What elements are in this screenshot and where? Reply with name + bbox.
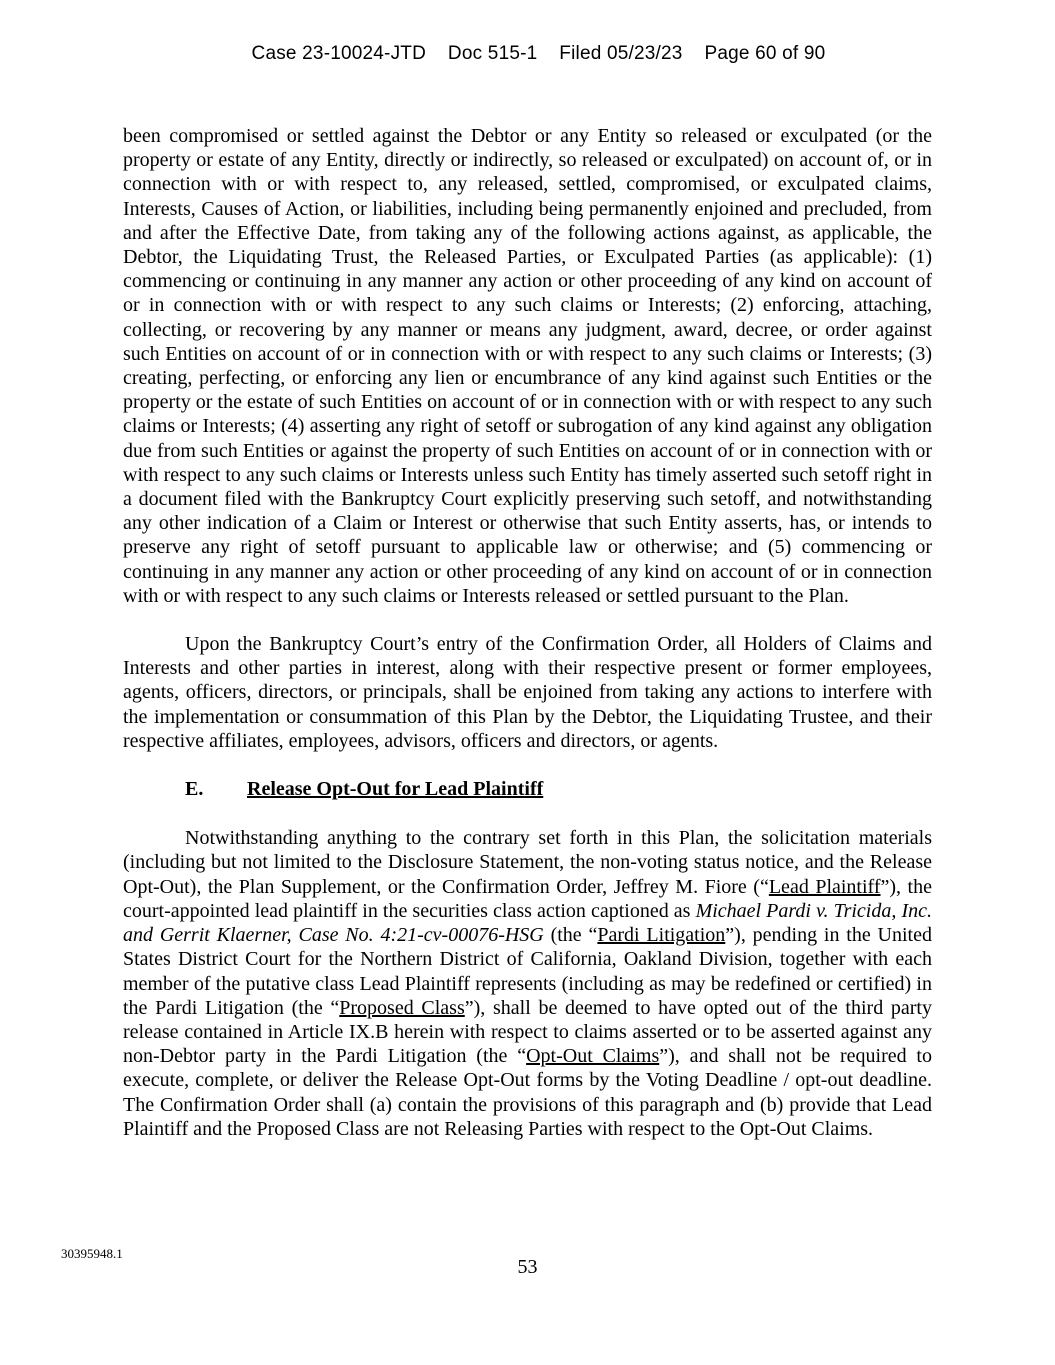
page-number: 53	[517, 1256, 538, 1278]
document-control-number: 30395948.1	[61, 1246, 123, 1261]
text-segment: ”), and shall not be required to execute, complete, or deliver the Release Opt-Out forms by the Voting Deadline / opt-out deadline. The Confirmation Order shall (a) contain the provisions of this paragraph and (b) provide that Lead Plaintiff and the Proposed Class are not Releasing Parties with respect to the Opt-Out Claims.	[123, 1045, 932, 1140]
defined-term-lead-plaintiff: Lead Plaintiff	[768, 875, 881, 898]
defined-term-pardi-litigation: Pardi Litigation	[597, 924, 726, 947]
text-segment: ”), pending in the United States District Court for the Northern District of California, Oakland Division, together with each member of the putative class Lead Plaintiff represents (including as may be redefined or certified) in the Pardi Litigation (the “	[123, 924, 932, 1019]
text-segment: ”), the court-appointed lead plaintiff in the securities class action captioned as	[123, 875, 932, 922]
case-header	[0, 21, 1055, 87]
paragraph-release-injunction-continued: been compromised or settled against the Debtor or any Entity so released or exculpated (or the property or estate of any Entity, directly or indirectly, so released or exculpated) on account of, or in connection with or with respect to, any released, settled, compromised, or exculpated claims, Interests, Causes of Action, or liabilities, including being permanently enjoined and precluded, from and after the Effective Date, from taking any of the following actions against, as applicable, the Debtor, the Liquidating Trust, the Released Parties, or Exculpated Parties (as applicable): (1) commencing or continuing in any manner any action or other proceeding of any kind on account of or in connection with or with respect to any such claims or Interests; (2) enforcing, attaching, collecting, or recovering by any manner or means any judgment, award, decree, or order against such Entities on account of or in connection with or with respect to any such claims or Interests; (3) creating, perfecting, or enforcing any lien or encumbrance of any kind against such Entities or the property or the estate of such Entities on account of or in connection with or with respect to any such claims or Interests; (4) asserting any right of setoff or subrogation of any kind against any obligation due from such Entities or against the property of such Entities on account of or in connection with or with respect to any such claims or Interests unless such Entity has timely asserted such setoff right in a document filed with the Bankruptcy Court explicitly preserving such setoff, and notwithstanding any other indication of a Claim or Interest or otherwise that such Entity asserts, has, or intends to preserve any right of setoff pursuant to applicable law or otherwise; and (5) commencing or continuing in any manner any action or other proceeding of any kind on account of or in connection with or with respect to any such claims or Interests released or settled pursuant to the Plan.	[123, 125, 932, 607]
section-letter: E.	[185, 778, 204, 801]
section-title: Release Opt-Out for Lead Plaintiff	[247, 778, 544, 801]
case-citation: Michael Pardi v. Tricida, Inc. and Gerrit Klaerner, Case No. 4:21-cv-00076-HSG	[123, 899, 932, 947]
text-segment: Notwithstanding anything to the contrary set forth in this Plan, the solicitation materials (including but not limited to the Disclosure Statement, the non-voting status notice, and the Release Opt-Out), the Plan Supplement, or the Confirmation Order, Jeffrey M. Fiore (“	[123, 827, 932, 898]
case-header-text: Case 23-10024-JTD Doc 515-1 Filed 05/23/23 Page 60 of 90	[251, 43, 826, 64]
paragraph-confirmation-order-injunction: Upon the Bankruptcy Court’s entry of the Confirmation Order, all Holders of Claims and Interests and other parties in interest, along with their respective present or former employees, agents, officers, directors, or principals, shall be enjoined from taking any actions to interfere with the implementation or consummation of this Plan by the Debtor, the Liquidating Trustee, and their respective affiliates, employees, advisors, officers and directors, or agents.	[123, 633, 932, 752]
paragraph-lead-plaintiff-opt-out	[123, 826, 932, 1141]
text-segment: (the “	[543, 924, 598, 947]
text-segment: ”), shall be deemed to have opted out of the third party release contained in Article IX.B herein with respect to claims asserted or to be asserted against any non-Debtor party in the Pardi Litigation (the “	[123, 996, 932, 1068]
document-body	[123, 124, 932, 1165]
defined-term-opt-out-claims: Opt-Out Claims	[526, 1045, 660, 1068]
defined-term-proposed-class: Proposed Class	[339, 996, 465, 1019]
section-heading-e	[185, 777, 932, 801]
